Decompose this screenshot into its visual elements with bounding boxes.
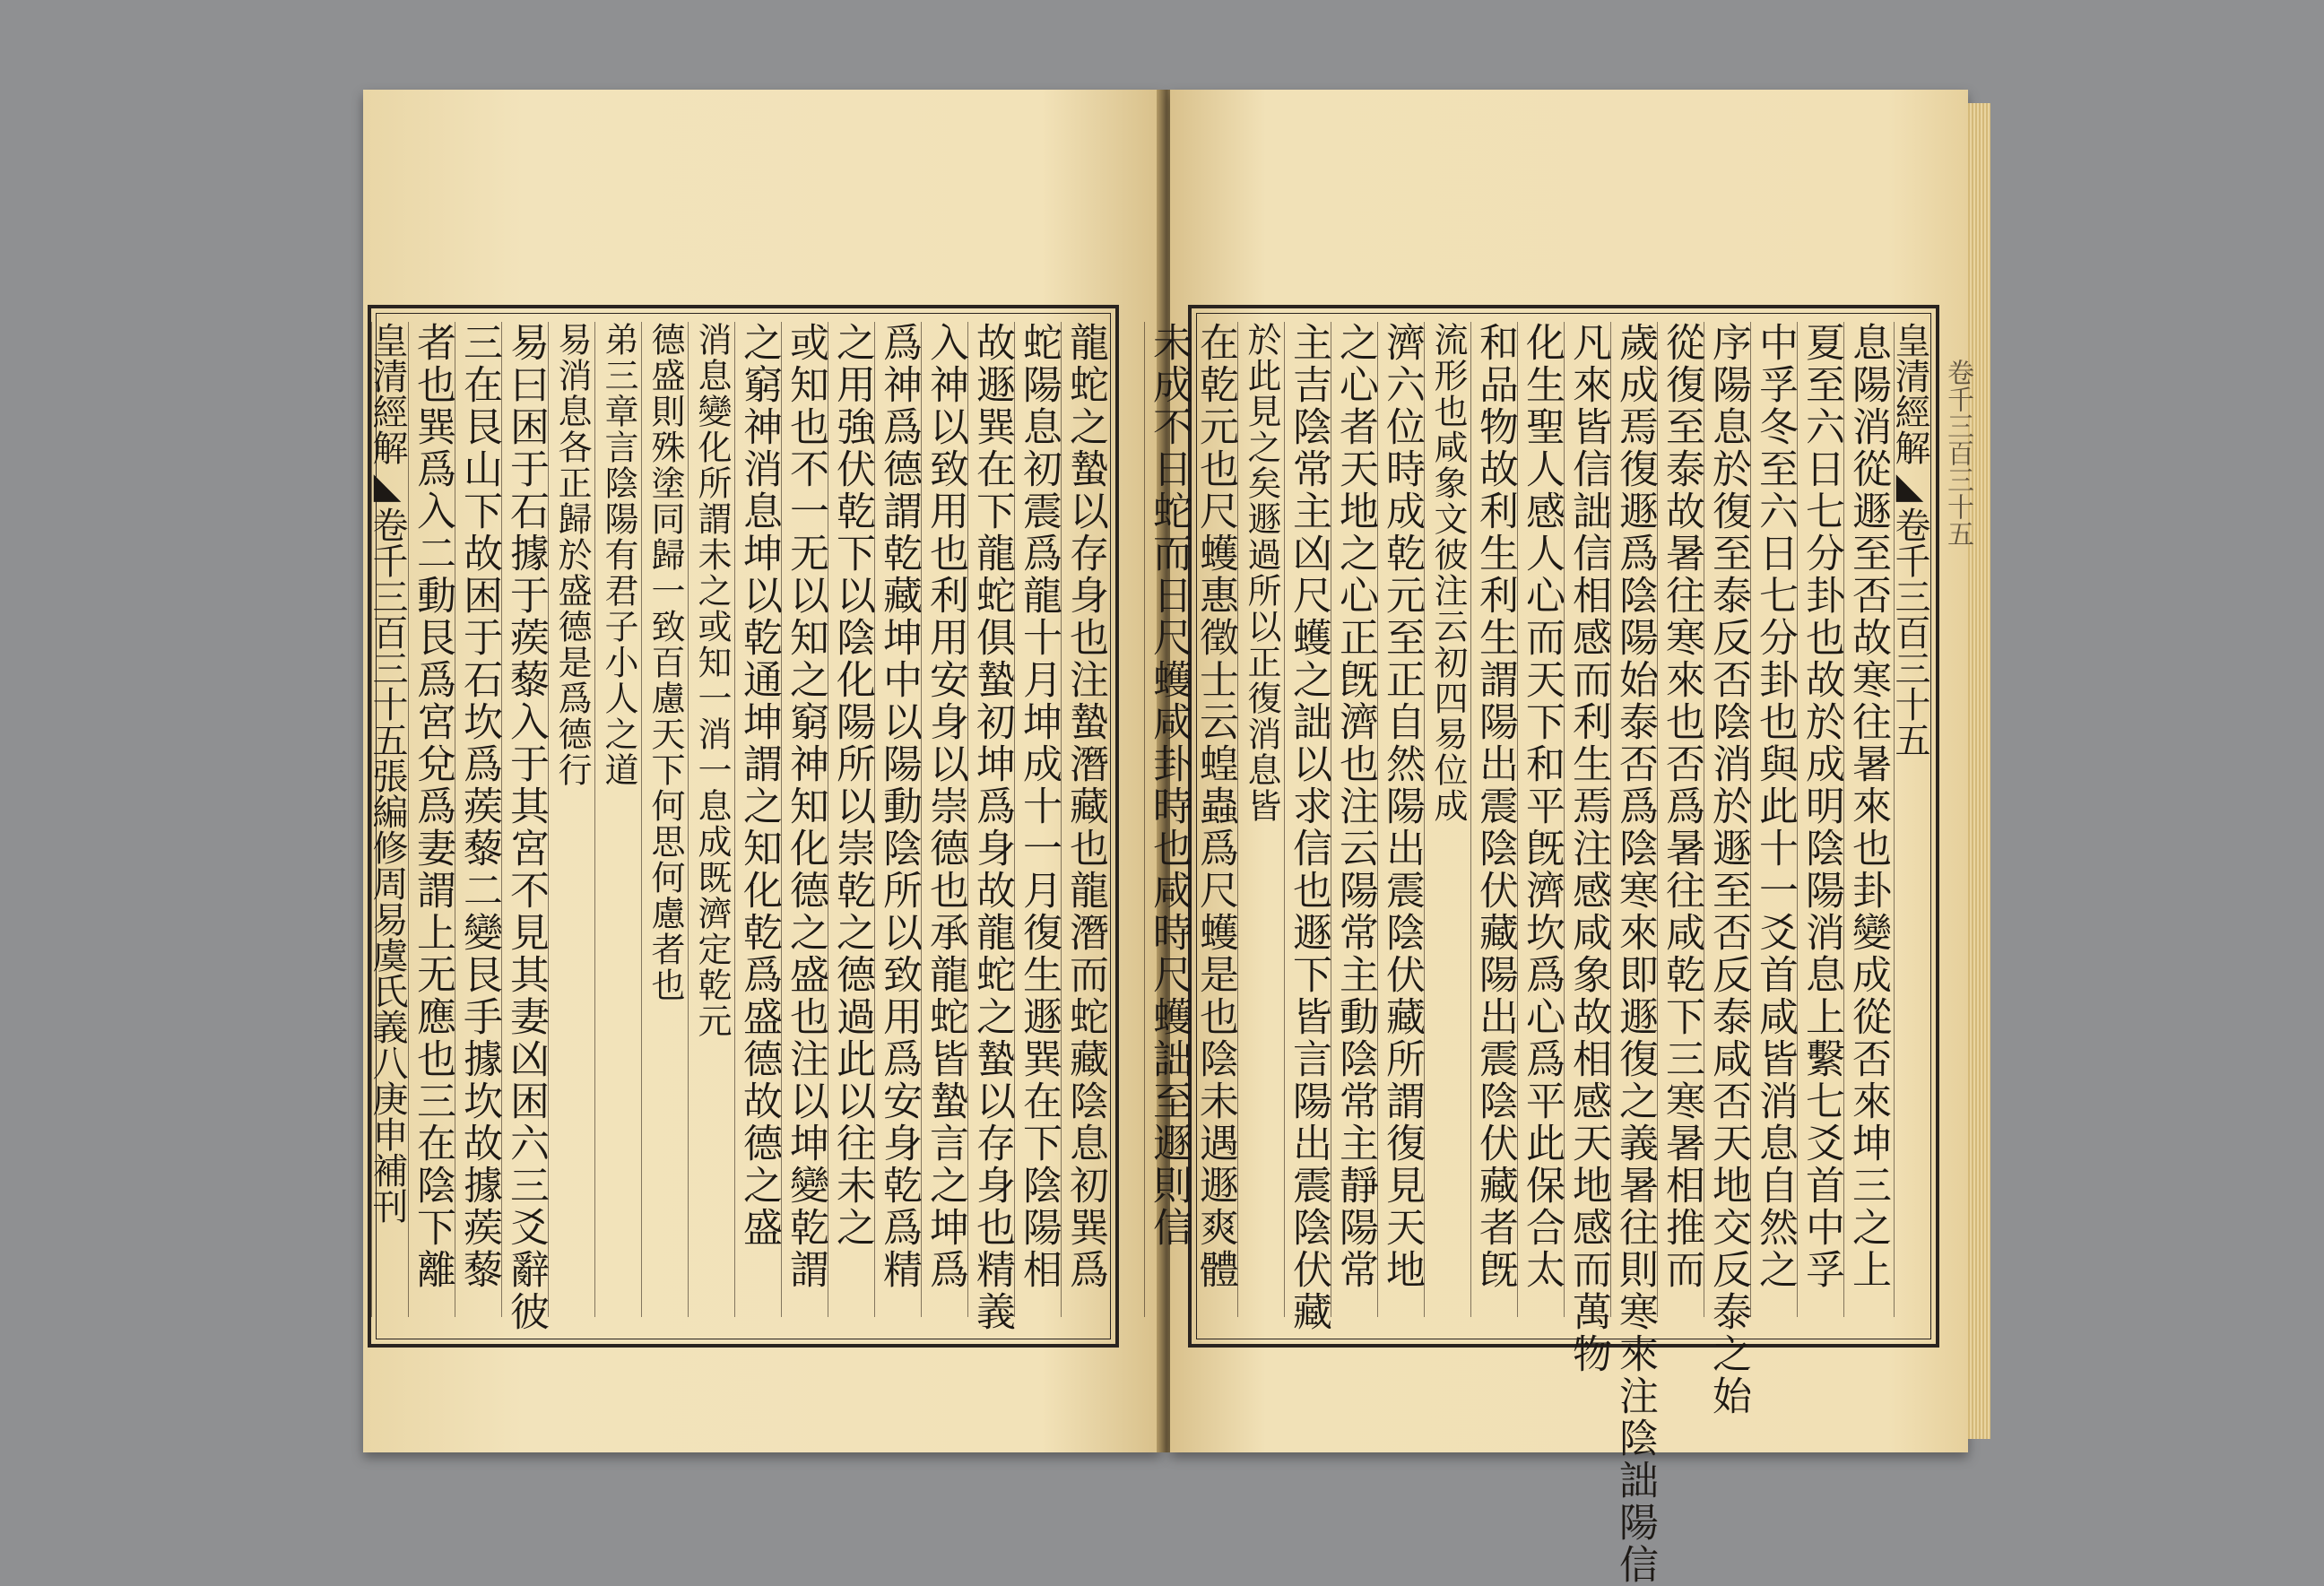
text-column: 者也巽爲入二動艮爲宮兌爲妻謂上无應也三在陰下離 — [408, 322, 455, 1317]
fold-edition: 庚申補刊 — [367, 1080, 408, 1224]
text-column: 流形也咸象文彼注云初四易位成 — [1424, 322, 1471, 1317]
left-page — [363, 90, 1161, 1452]
left-fold-margin — [367, 322, 413, 1317]
text-column: 息陽消從遯至否故寒往暑來也卦變成從否來坤三之上 — [1843, 322, 1891, 1317]
text-column: 或知也不一无以知之窮神知化德之盛也注以坤變乾謂 — [781, 322, 828, 1317]
text-column: 和品物故利生利生謂陽出震陰伏藏陽出震陰伏藏者旣 — [1470, 322, 1518, 1317]
text-column: 德盛則殊塗同歸一致百慮天下何思何慮者也 — [641, 322, 689, 1317]
text-column: 在乾元也尺蠖惠徵士云蝗蟲爲尺蠖是也陰未遇遯爽體 — [1191, 322, 1238, 1317]
fold-title: 皇清經解 — [367, 322, 408, 465]
text-column: 易曰困于石據于蒺藜入于其宮不見其妻凶困六三爻辭彼 — [503, 322, 549, 1333]
text-column: 爲神爲德謂乾藏坤中以陽動陰所以致用爲安身乾爲精 — [874, 322, 922, 1317]
text-column: 化生聖人感人心而天下和平旣濟坎爲心爲平此保合太 — [1517, 322, 1565, 1317]
right-text-frame — [1146, 305, 1939, 1586]
right-fold-margin — [1889, 322, 1936, 1317]
text-column: 凡來皆信詘信相感而利生焉注感咸象故相感天地感而萬物 — [1565, 322, 1611, 1375]
fold-fishtail-mark: ◣ — [1889, 465, 1930, 507]
text-column: 弟三章言陰陽有君子小人之道 — [594, 322, 642, 1317]
text-column: 之心者天地之心正旣濟也注云陽常主動陰常主靜陽常 — [1331, 322, 1378, 1317]
fold-volume: 卷千三百三十五 — [367, 507, 408, 758]
open-book — [363, 90, 1990, 1586]
left-text-frame — [368, 305, 1119, 1348]
text-column: 入神以致用也利用安身以崇德也承龍蛇皆蟄言之坤爲 — [921, 322, 968, 1317]
page-edge-label: 卷千三百三十五 — [1942, 359, 1973, 547]
text-column: 未成不日蛇而日尺蠖咸卦時也咸時尺蠖詘至遯則信 — [1144, 322, 1192, 1317]
fold-fishtail-mark: ◣ — [367, 465, 408, 507]
text-column: 易消息各正歸於盛德是爲德行 — [548, 322, 595, 1317]
text-column: 夏至六日七分卦也故於成明陰陽消息上繫七爻首中孚 — [1797, 322, 1844, 1317]
text-column: 消息變化所謂未之或知一消一息成既濟定乾元 — [688, 322, 735, 1317]
text-column: 三在艮山下故困于石坎爲蒺藜二變艮手據坎故據蒺藜 — [455, 322, 502, 1317]
text-column: 濟六位時成乾元至正自然陽出震陰伏藏所謂復見天地 — [1377, 322, 1425, 1317]
text-column: 之用強伏乾下以陰化陽所以崇乾之德過此以往未之 — [828, 322, 875, 1317]
text-column: 歲成焉復遯爲陰陽始泰否爲陰寒來即遯復之義暑往則寒來注陰詘陽信 — [1612, 322, 1658, 1586]
text-column: 於此見之矣遯過所以正復消息皆 — [1237, 322, 1285, 1317]
text-column: 主吉陰常主凶尺蠖之詘以求信也遯下皆言陽出震陰伏藏 — [1286, 322, 1331, 1333]
fold-volume: 卷千三百三十五 — [1889, 507, 1930, 758]
text-column: 故遯巽在下龍蛇俱蟄初坤爲身故龍蛇之蟄以存身也精義 — [969, 322, 1015, 1333]
text-column: 龍蛇之蟄以存身也注蟄潛藏也龍潛而蛇藏陰息初巽爲 — [1061, 322, 1108, 1317]
text-column: 中孚冬至六日七分卦也與此十一爻首咸皆消息自然之 — [1750, 322, 1798, 1317]
fold-leaf-number: 八 — [367, 1044, 408, 1080]
text-column: 序陽息於復至泰反否陰消於遯至否反泰咸否天地交反泰之始 — [1705, 322, 1751, 1417]
text-column: 蛇陽息初震爲龍十月坤成十一月復生遯巽在下陰陽相 — [1014, 322, 1062, 1317]
text-column: 之窮神消息坤以乾通坤謂之知化乾爲盛德故德之盛 — [734, 322, 782, 1317]
text-column: 從復至泰故暑往寒來也否爲暑往咸乾下三寒暑相推而 — [1657, 322, 1704, 1317]
fold-title: 皇清經解 — [1889, 322, 1930, 465]
fold-book-title: 張編修周易虞氏義 — [367, 758, 408, 1044]
